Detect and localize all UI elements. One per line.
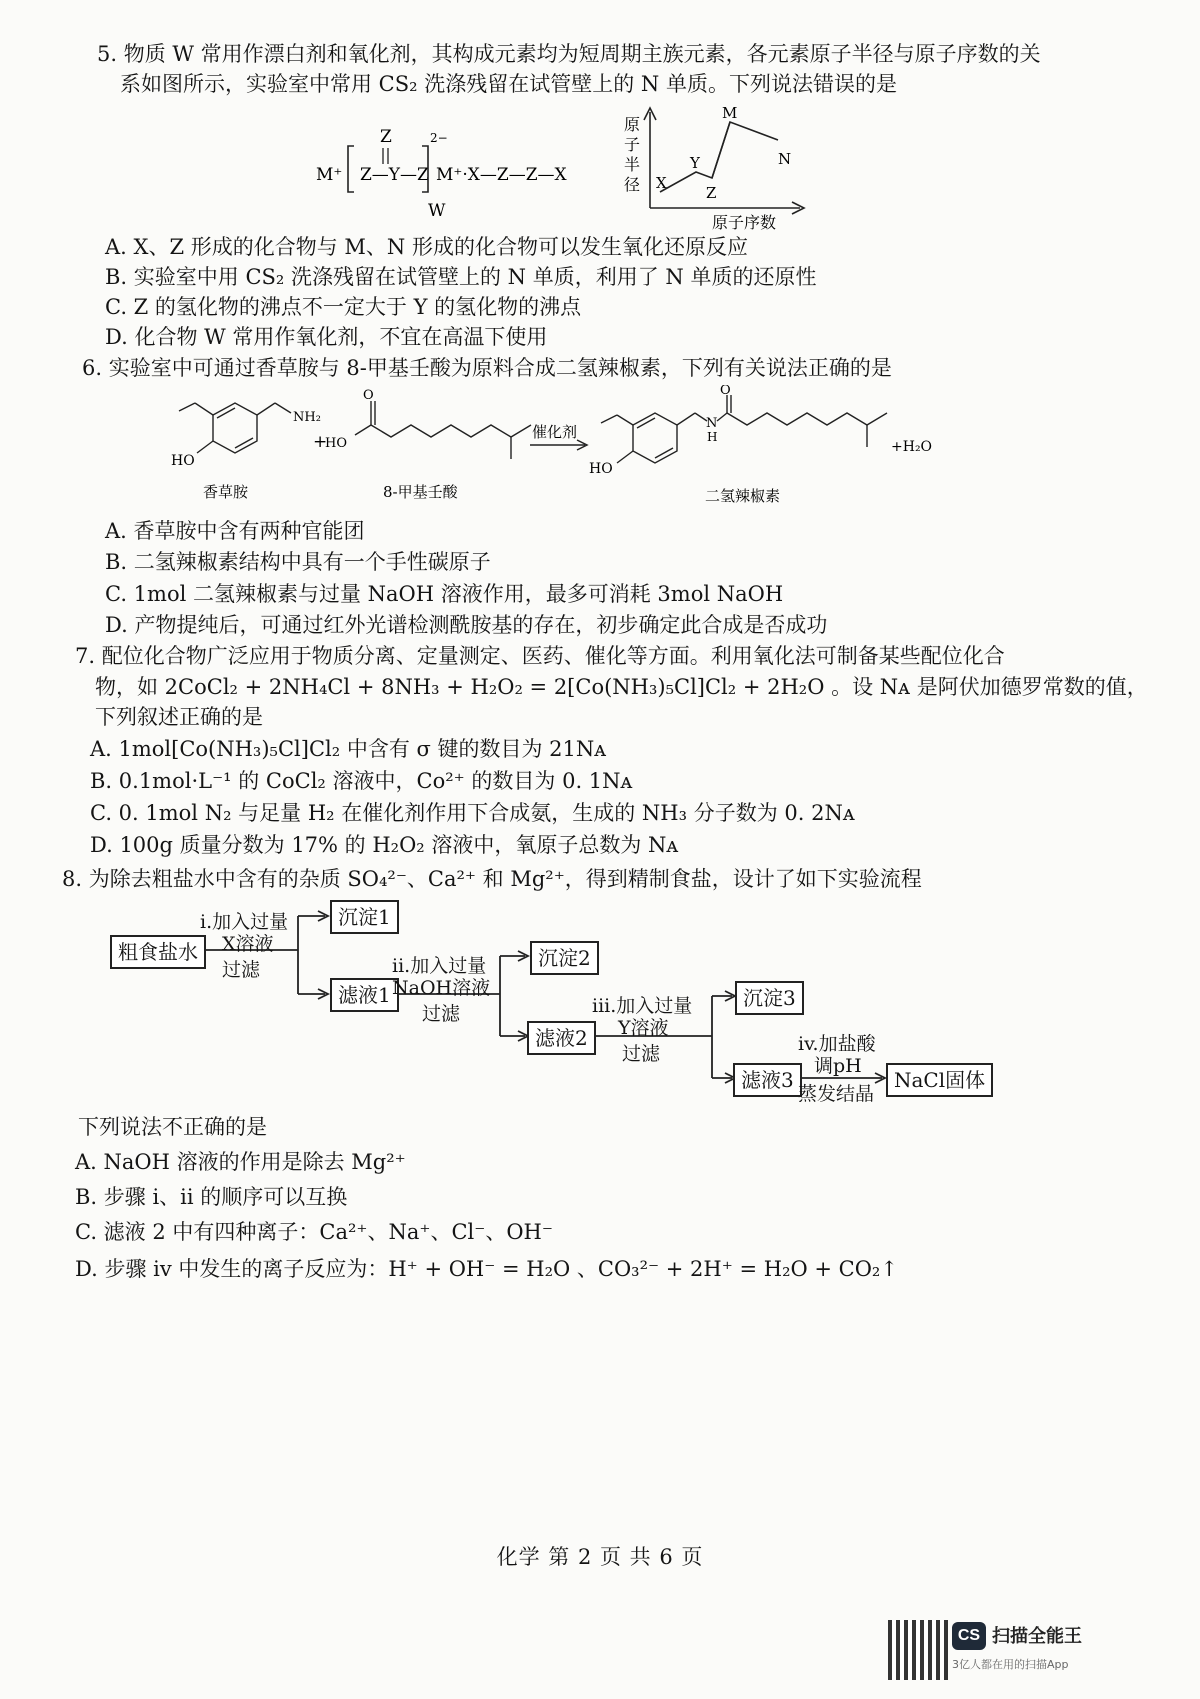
q8-step3-c: 过滤: [622, 1043, 661, 1065]
q5-struct-anion-top: Z: [380, 127, 392, 147]
q6-reaction-scheme: [165, 385, 955, 515]
q7-option-a: A. 1mol[Co(NH₃)₅Cl]Cl₂ 中含有 σ 键的数目为 21Nᴀ: [90, 737, 607, 761]
q5-option-a: A. X、Z 形成的化合物与 M、N 形成的化合物可以发生氧化还原反应: [105, 235, 748, 259]
q6-product-name: 二氢辣椒素: [705, 487, 781, 505]
q8-step1-c: 过滤: [222, 959, 261, 981]
page-footer: 化学 第 2 页 共 6 页: [496, 1545, 704, 1569]
q5-struct-label: W: [428, 201, 446, 221]
q6-water: +H₂O: [891, 439, 933, 455]
q5-graph-ylabel-1: 原: [624, 115, 641, 134]
q5-graph-ylabel-2: 子: [624, 135, 641, 154]
q6-acid-ho: HO: [325, 436, 347, 451]
q5-graph-point-x: X: [656, 174, 667, 192]
q5-radius-graph: [612, 100, 812, 230]
q8-start-box: 粗食盐水: [110, 935, 206, 969]
q6-amide-n: N: [706, 416, 718, 431]
q8-precip3-box: 沉淀3: [735, 981, 804, 1015]
q5-stem-line2: 系如图所示，实验室中常用 CS₂ 洗涤残留在试管壁上的 N 单质。下列说法错误的是: [120, 72, 897, 96]
q8-product-box: NaCl固体: [886, 1063, 993, 1097]
q8-step2-b: NaOH溶液: [392, 977, 491, 999]
q8-step1-b: X溶液: [222, 933, 274, 955]
q8-precip1-box: 沉淀1: [330, 900, 399, 934]
q6-stem: 6. 实验室中可通过香草胺与 8-甲基壬酸为原料合成二氢辣椒素，下列有关说法正确的是: [82, 356, 892, 380]
q8-option-a: A. NaOH 溶液的作用是除去 Mg²⁺: [75, 1150, 406, 1174]
q6-acid-o: O: [363, 388, 374, 403]
q5-option-d: D. 化合物 W 常用作氧化剂，不宜在高温下使用: [105, 325, 548, 349]
q8-option-c: C. 滤液 2 中有四种离子：Ca²⁺、Na⁺、Cl⁻、OH⁻: [75, 1220, 553, 1244]
q6-nh2-group: NH₂: [293, 410, 321, 425]
q5-option-b: B. 实验室中用 CS₂ 洗涤残留在试管壁上的 N 单质，利用了 N 单质的还原性: [105, 265, 817, 289]
q8-precip2-box: 沉淀2: [530, 941, 599, 975]
q6-plus-sign: +: [313, 432, 328, 452]
q8-prompt: 下列说法不正确的是: [78, 1115, 267, 1139]
q8-step4-a: iv.加盐酸: [798, 1033, 876, 1055]
q5-graph-point-n: N: [778, 150, 792, 168]
q5-graph-point-m: M: [722, 104, 738, 122]
q7-option-c: C. 0. 1mol N₂ 与足量 H₂ 在催化剂作用下合成氨，生成的 NH₃ 分子数为 0. 2Nᴀ: [90, 801, 855, 825]
scanner-app-name: 扫描全能王: [992, 1626, 1082, 1647]
q8-filtrate2-box: 滤液2: [527, 1021, 596, 1055]
q6-product-ho: HO: [589, 461, 613, 477]
q5-struct-peroxide: M⁺·X—Z—Z—X: [436, 165, 567, 185]
q7-stem-line1: 7. 配位化合物广泛应用于物质分离、定量测定、医药、催化等方面。利用氧化法可制备某些配位化合: [75, 644, 1005, 668]
q7-stem-line2: 物，如 2CoCl₂ + 2NH₄Cl + 8NH₃ + H₂O₂ = 2[Co(NH₃)₅Cl]Cl₂ + 2H₂O 。设 Nᴀ 是阿伏加德罗常数的值，: [95, 675, 1148, 699]
q6-option-c: C. 1mol 二氢辣椒素与过量 NaOH 溶液作用，最多可消耗 3mol NaOH: [105, 582, 784, 606]
q5-graph-point-y: Y: [690, 154, 700, 172]
cs-logo-icon: CS: [952, 1622, 986, 1650]
q5-structure-w: [310, 118, 610, 228]
q6-ho-group: HO: [171, 453, 195, 469]
q5-struct-charge: 2−: [430, 131, 448, 145]
q6-amide-h: H: [707, 430, 718, 444]
q7-option-b: B. 0.1mol·L⁻¹ 的 CoCl₂ 溶液中，Co²⁺ 的数目为 0. 1Nᴀ: [90, 769, 633, 793]
q8-option-b: B. 步骤 i、ii 的顺序可以互换: [75, 1185, 348, 1209]
q8-filtrate1-box: 滤液1: [330, 978, 399, 1012]
q8-step2-a: ii.加入过量: [392, 955, 487, 977]
q6-reactant2-name: 8-甲基壬酸: [383, 483, 458, 501]
q5-graph-ylabel-3: 半: [624, 155, 641, 174]
q6-reactant1-name: 香草胺: [203, 483, 249, 501]
q5-stem-line1: 5. 物质 W 常用作漂白剂和氧化剂，其构成元素均为短周期主族元素，各元素原子半径与原子序数的关: [97, 42, 1041, 66]
q8-step1-a: i.加入过量: [200, 911, 289, 933]
q5-graph-ylabel-4: 径: [624, 175, 641, 194]
q7-stem-line3: 下列叙述正确的是: [95, 705, 263, 729]
q7-option-d: D. 100g 质量分数为 17% 的 H₂O₂ 溶液中，氧原子总数为 Nᴀ: [90, 833, 679, 857]
q5-struct-cation: M⁺: [316, 165, 343, 185]
q8-step3-b: Y溶液: [618, 1017, 669, 1039]
q6-option-a: A. 香草胺中含有两种官能团: [105, 519, 365, 543]
q8-step4-b: 调pH: [814, 1055, 862, 1077]
q6-amide-o: O: [720, 385, 731, 398]
q5-option-c: C. Z 的氢化物的沸点不一定大于 Y 的氢化物的沸点: [105, 295, 582, 319]
q6-option-d: D. 产物提纯后，可通过红外光谱检测酰胺基的存在，初步确定此合成是否成功: [105, 613, 828, 637]
q8-step2-c: 过滤: [422, 1003, 461, 1025]
q8-filtrate3-box: 滤液3: [733, 1063, 802, 1097]
q8-step3-a: iii.加入过量: [592, 995, 693, 1017]
q5-graph-xlabel: 原子序数: [712, 213, 777, 230]
qr-code-icon: [888, 1620, 948, 1680]
q5-struct-anion-center: Z—Y—Z: [360, 165, 429, 185]
q8-step4-c: 蒸发结晶: [798, 1083, 875, 1105]
q5-graph-point-z: Z: [706, 184, 717, 202]
q8-option-d: D. 步骤 iv 中发生的离子反应为：H⁺ + OH⁻ = H₂O 、CO₃²⁻ + 2H⁺ = H₂O + CO₂↑: [75, 1257, 898, 1281]
q6-catalyst: 催化剂: [532, 423, 578, 441]
q8-stem: 8. 为除去粗盐水中含有的杂质 SO₄²⁻、Ca²⁺ 和 Mg²⁺，得到精制食盐，设计了如下实验流程: [62, 867, 922, 891]
scanner-tagline: 3亿人都在用的扫描App: [952, 1658, 1069, 1671]
q6-option-b: B. 二氢辣椒素结构中具有一个手性碳原子: [105, 550, 491, 574]
